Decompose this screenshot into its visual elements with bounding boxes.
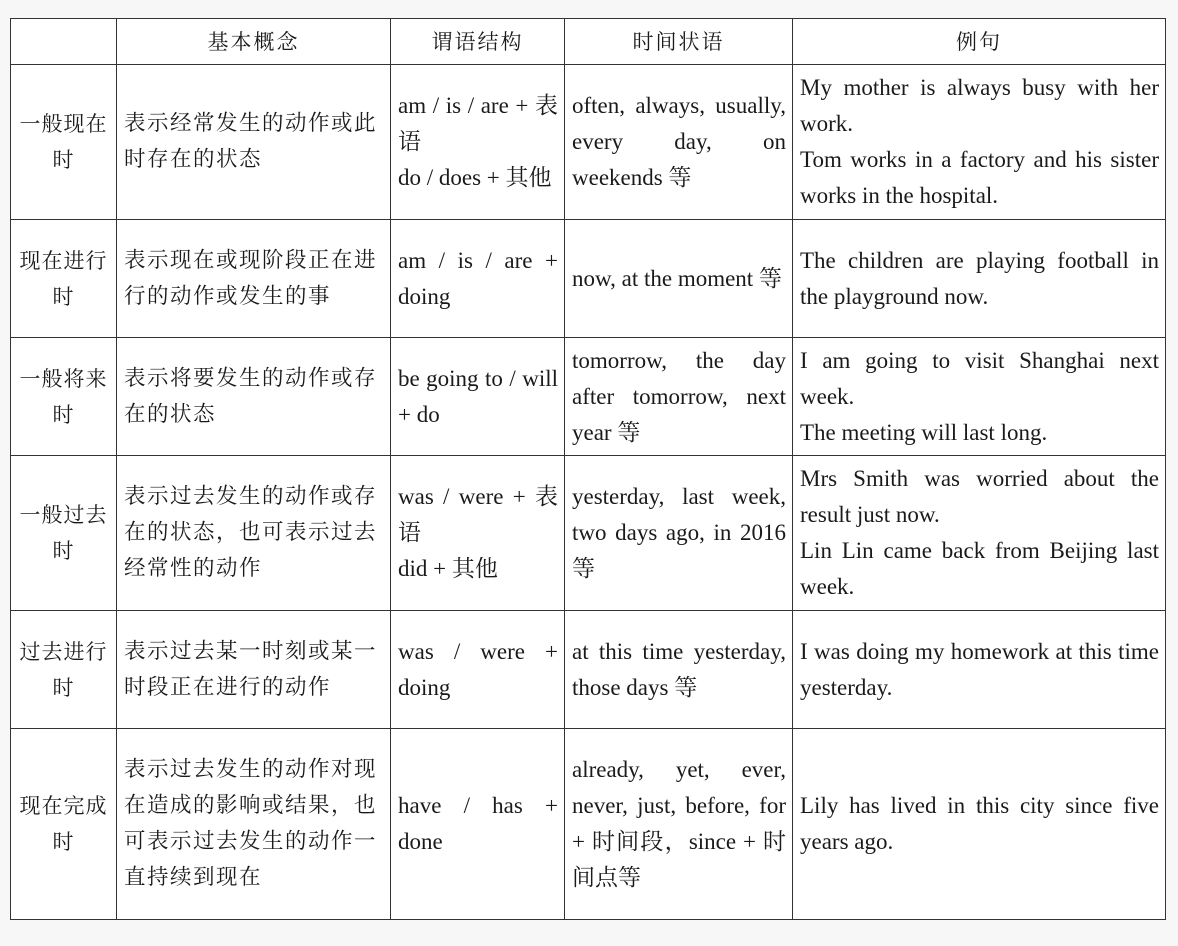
adverbials-cell: often, always, usually, every day, on weekends 等 [565,65,793,220]
header-row [11,19,1166,65]
adverbials-cell: already, yet, ever, never, just, before, for + 时间段，since + 时间点等 [565,729,793,920]
concept-cell: 表示过去发生的动作或存在的状态，也可表示过去经常性的动作 [117,456,391,611]
example-sentence: I was doing my homework at this time yesterday. [800,638,1159,700]
table-row [11,65,1166,220]
examples-cell [793,65,1166,220]
adverbials-cell: tomorrow, the day after tomorrow, next year 等 [565,338,793,456]
header-examples: 例句 [793,19,1166,65]
table-row [11,611,1166,729]
tense-name-cell: 现在完成时 [11,729,117,920]
structure-cell [391,220,565,338]
tense-table [10,18,1166,920]
example-sentence: The children are playing football in the playground now. [800,247,1159,309]
structure-cell [391,65,565,220]
table-row [11,338,1166,456]
concept-cell: 表示将要发生的动作或存在的状态 [117,338,391,456]
example-sentence: I am going to visit Shanghai next week. [800,347,1159,409]
structure-cell [391,456,565,611]
header-tense [11,19,117,65]
adverbials-cell: at this time yesterday, those days 等 [565,611,793,729]
structure-cell [391,338,565,456]
tense-name-cell: 过去进行时 [11,611,117,729]
adverbials-cell: yesterday, last week, two days ago, in 2016 等 [565,456,793,611]
structure-line: am / is / are + doing [398,247,558,309]
tense-name-cell: 一般过去时 [11,456,117,611]
header-adverbials: 时间状语 [565,19,793,65]
example-sentence: Tom works in a factory and his sister works in the hospital. [800,147,1159,208]
example-sentence: The meeting will last long. [800,419,1048,445]
structure-line: was / were + 表语 [398,484,558,545]
table-body [11,65,1166,920]
structure-line: be going to / will + do [398,365,558,427]
tense-name-cell: 现在进行时 [11,220,117,338]
example-sentence: My mother is always busy with her work. [800,75,1159,136]
table-row [11,456,1166,611]
table-row [11,220,1166,338]
structure-line: have / has + done [398,793,558,854]
structure-line: did + 其他 [398,556,498,581]
concept-cell: 表示现在或现阶段正在进行的动作或发生的事 [117,220,391,338]
example-sentence: Lily has lived in this city since five years ago. [800,793,1159,854]
examples-cell [793,220,1166,338]
tense-name-cell: 一般现在时 [11,65,117,220]
concept-cell: 表示经常发生的动作或此时存在的状态 [117,65,391,220]
example-sentence: Lin Lin came back from Beijing last week. [800,538,1159,599]
adverbials-cell: now, at the moment 等 [565,220,793,338]
structure-line: do / does + 其他 [398,165,552,190]
structure-line: am / is / are + 表语 [398,93,558,154]
header-structure: 谓语结构 [391,19,565,65]
examples-cell [793,456,1166,611]
structure-cell [391,729,565,920]
table-row [11,729,1166,920]
structure-cell [391,611,565,729]
example-sentence: Mrs Smith was worried about the result just now. [800,466,1159,527]
structure-line: was / were + doing [398,638,558,700]
concept-cell: 表示过去发生的动作对现在造成的影响或结果，也可表示过去发生的动作一直持续到现在 [117,729,391,920]
tense-name-cell: 一般将来时 [11,338,117,456]
examples-cell [793,338,1166,456]
examples-cell [793,729,1166,920]
header-concept: 基本概念 [117,19,391,65]
concept-cell: 表示过去某一时刻或某一时段正在进行的动作 [117,611,391,729]
examples-cell [793,611,1166,729]
table-header [11,19,1166,65]
